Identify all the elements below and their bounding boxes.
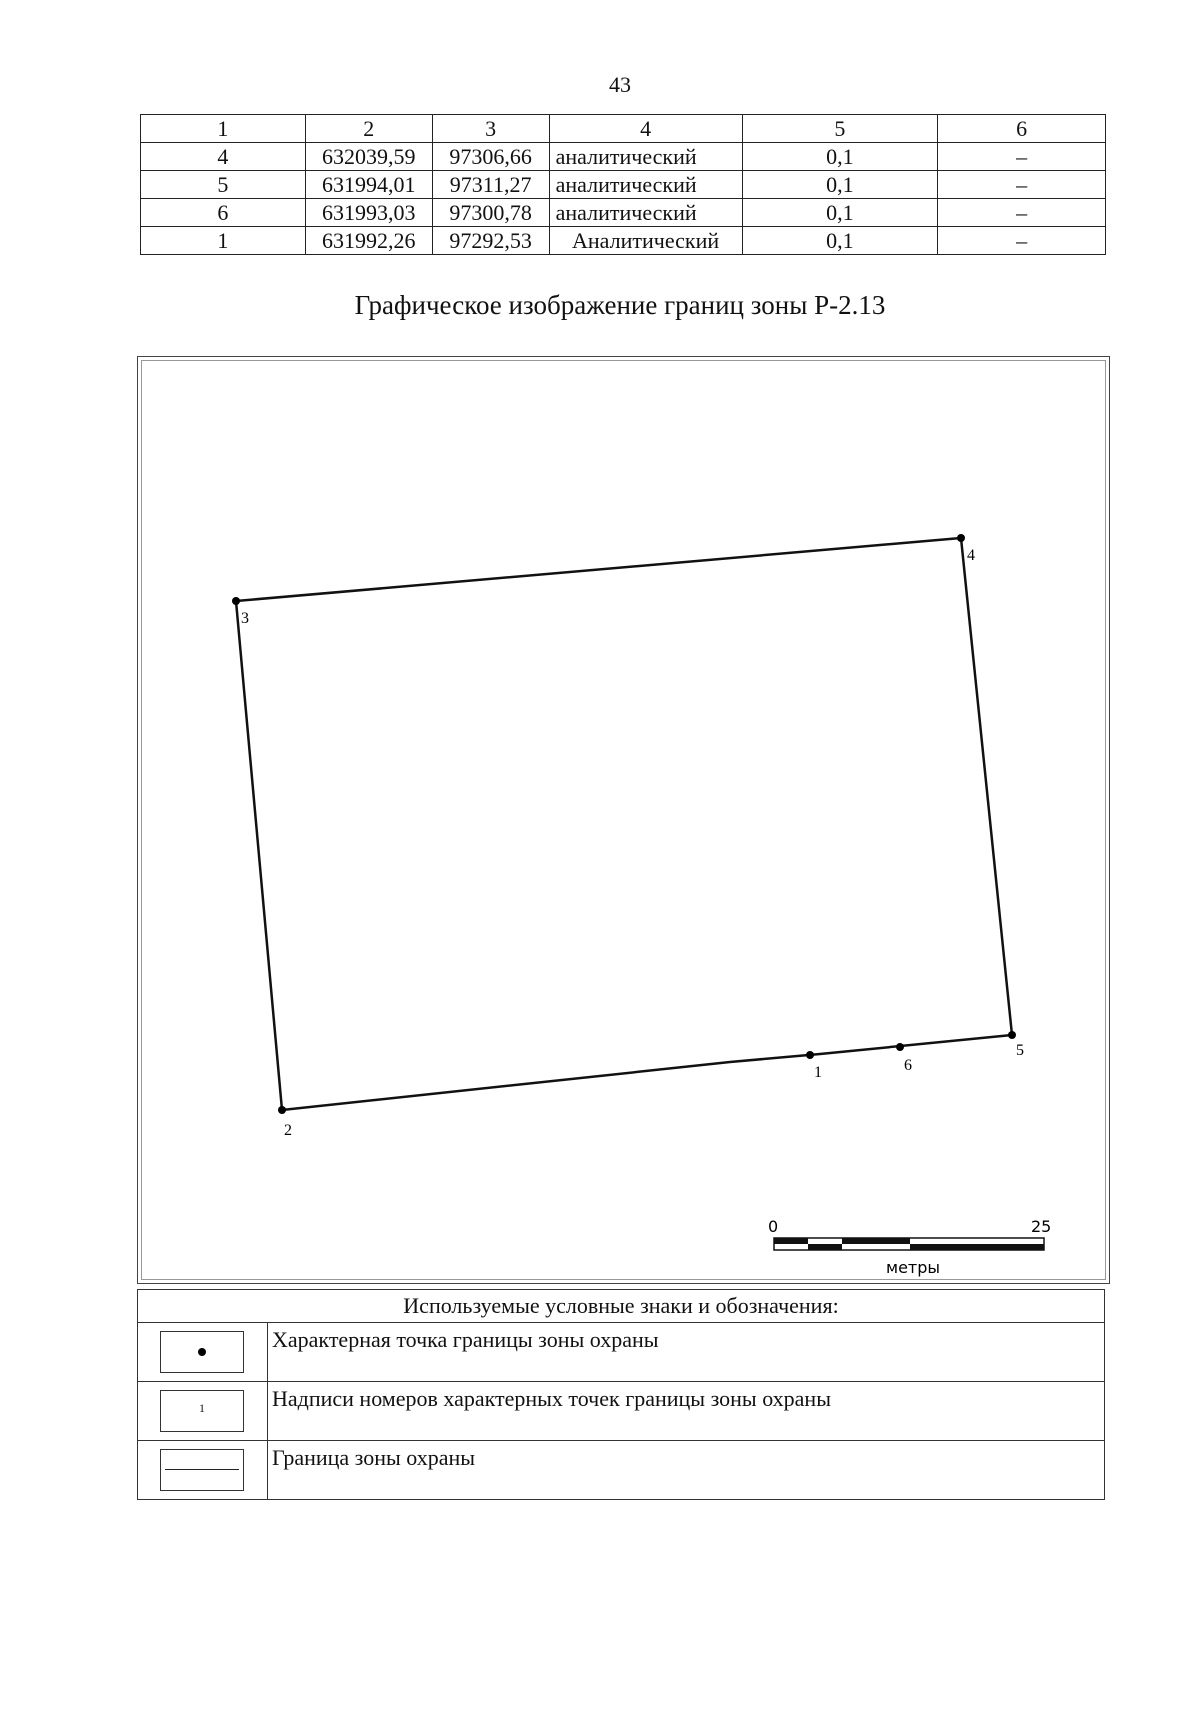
description-cell: – xyxy=(938,227,1106,255)
method-cell: аналитический xyxy=(549,171,742,199)
method-cell: аналитический xyxy=(549,199,742,227)
legend-text: Характерная точка границы зоны охраны xyxy=(268,1323,1105,1382)
point-label-6: 6 xyxy=(904,1057,912,1074)
description-cell: – xyxy=(938,143,1106,171)
boundary-line-icon xyxy=(165,1469,239,1470)
table-header-cell: 2 xyxy=(305,115,432,143)
table-header-row xyxy=(141,115,1106,143)
accuracy-cell: 0,1 xyxy=(742,227,938,255)
legend-item xyxy=(138,1382,1105,1441)
coord-x-cell: 631993,03 xyxy=(305,199,432,227)
table-row xyxy=(141,171,1106,199)
point-label-4: 4 xyxy=(967,547,975,564)
table-row xyxy=(141,227,1106,255)
page-number: 43 xyxy=(609,72,631,97)
legend-table xyxy=(137,1289,1105,1500)
table-header-cell: 5 xyxy=(742,115,938,143)
coord-x-cell: 631994,01 xyxy=(305,171,432,199)
point-marker-4 xyxy=(957,534,965,542)
map-title: Графическое изображение границ зоны Р-2.13 xyxy=(354,290,886,320)
table-header-cell: 4 xyxy=(549,115,742,143)
zone-boundary-polygon xyxy=(236,538,1012,1110)
description-cell: – xyxy=(938,199,1106,227)
point-number-cell: 5 xyxy=(141,171,306,199)
point-number-cell: 1 xyxy=(141,227,306,255)
accuracy-cell: 0,1 xyxy=(742,143,938,171)
point-number-cell: 4 xyxy=(141,143,306,171)
point-marker-6 xyxy=(896,1043,904,1051)
point-label-3: 3 xyxy=(241,610,249,627)
table-header-cell: 3 xyxy=(432,115,549,143)
scale-unit-label: метры xyxy=(886,1258,941,1277)
scale-bar xyxy=(768,1217,1051,1277)
legend-title-row xyxy=(138,1290,1105,1323)
point-marker-1 xyxy=(806,1051,814,1059)
legend-item xyxy=(138,1323,1105,1382)
method-cell: Аналитический xyxy=(549,227,742,255)
point-dot-icon xyxy=(198,1348,206,1356)
table-header-cell: 6 xyxy=(938,115,1106,143)
point-marker-2 xyxy=(278,1106,286,1114)
map-frame xyxy=(137,356,1110,1284)
accuracy-cell: 0,1 xyxy=(742,171,938,199)
description-cell: – xyxy=(938,171,1106,199)
coord-x-cell: 632039,59 xyxy=(305,143,432,171)
coord-x-cell: 631992,26 xyxy=(305,227,432,255)
scale-end-label: 25 xyxy=(1031,1217,1052,1236)
scale-start-label: 0 xyxy=(768,1217,779,1236)
table-header-cell: 1 xyxy=(141,115,306,143)
coordinates-table xyxy=(140,114,1106,255)
legend-text: Граница зоны охраны xyxy=(268,1441,1105,1500)
point-marker-5 xyxy=(1008,1031,1016,1039)
legend-symbol-cell xyxy=(138,1323,268,1382)
table-row xyxy=(141,199,1106,227)
point-number-cell: 6 xyxy=(141,199,306,227)
legend-item xyxy=(138,1441,1105,1500)
point-label-5: 5 xyxy=(1016,1042,1024,1059)
accuracy-cell: 0,1 xyxy=(742,199,938,227)
coord-y-cell: 97292,53 xyxy=(432,227,549,255)
coord-y-cell: 97306,66 xyxy=(432,143,549,171)
point-label-2: 2 xyxy=(284,1122,292,1139)
legend-title: Используемые условные знаки и обозначения: xyxy=(138,1290,1105,1323)
table-row xyxy=(141,143,1106,171)
legend-symbol-cell xyxy=(138,1441,268,1500)
legend-text: Надписи номеров характерных точек границы зоны охраны xyxy=(268,1382,1105,1441)
coord-y-cell: 97300,78 xyxy=(432,199,549,227)
point-marker-3 xyxy=(232,597,240,605)
method-cell: аналитический xyxy=(549,143,742,171)
legend-symbol-cell xyxy=(138,1382,268,1441)
point-number-symbol: 1 xyxy=(199,1401,205,1415)
zone-map xyxy=(138,357,1109,1283)
coord-y-cell: 97311,27 xyxy=(432,171,549,199)
point-label-1: 1 xyxy=(814,1064,822,1081)
